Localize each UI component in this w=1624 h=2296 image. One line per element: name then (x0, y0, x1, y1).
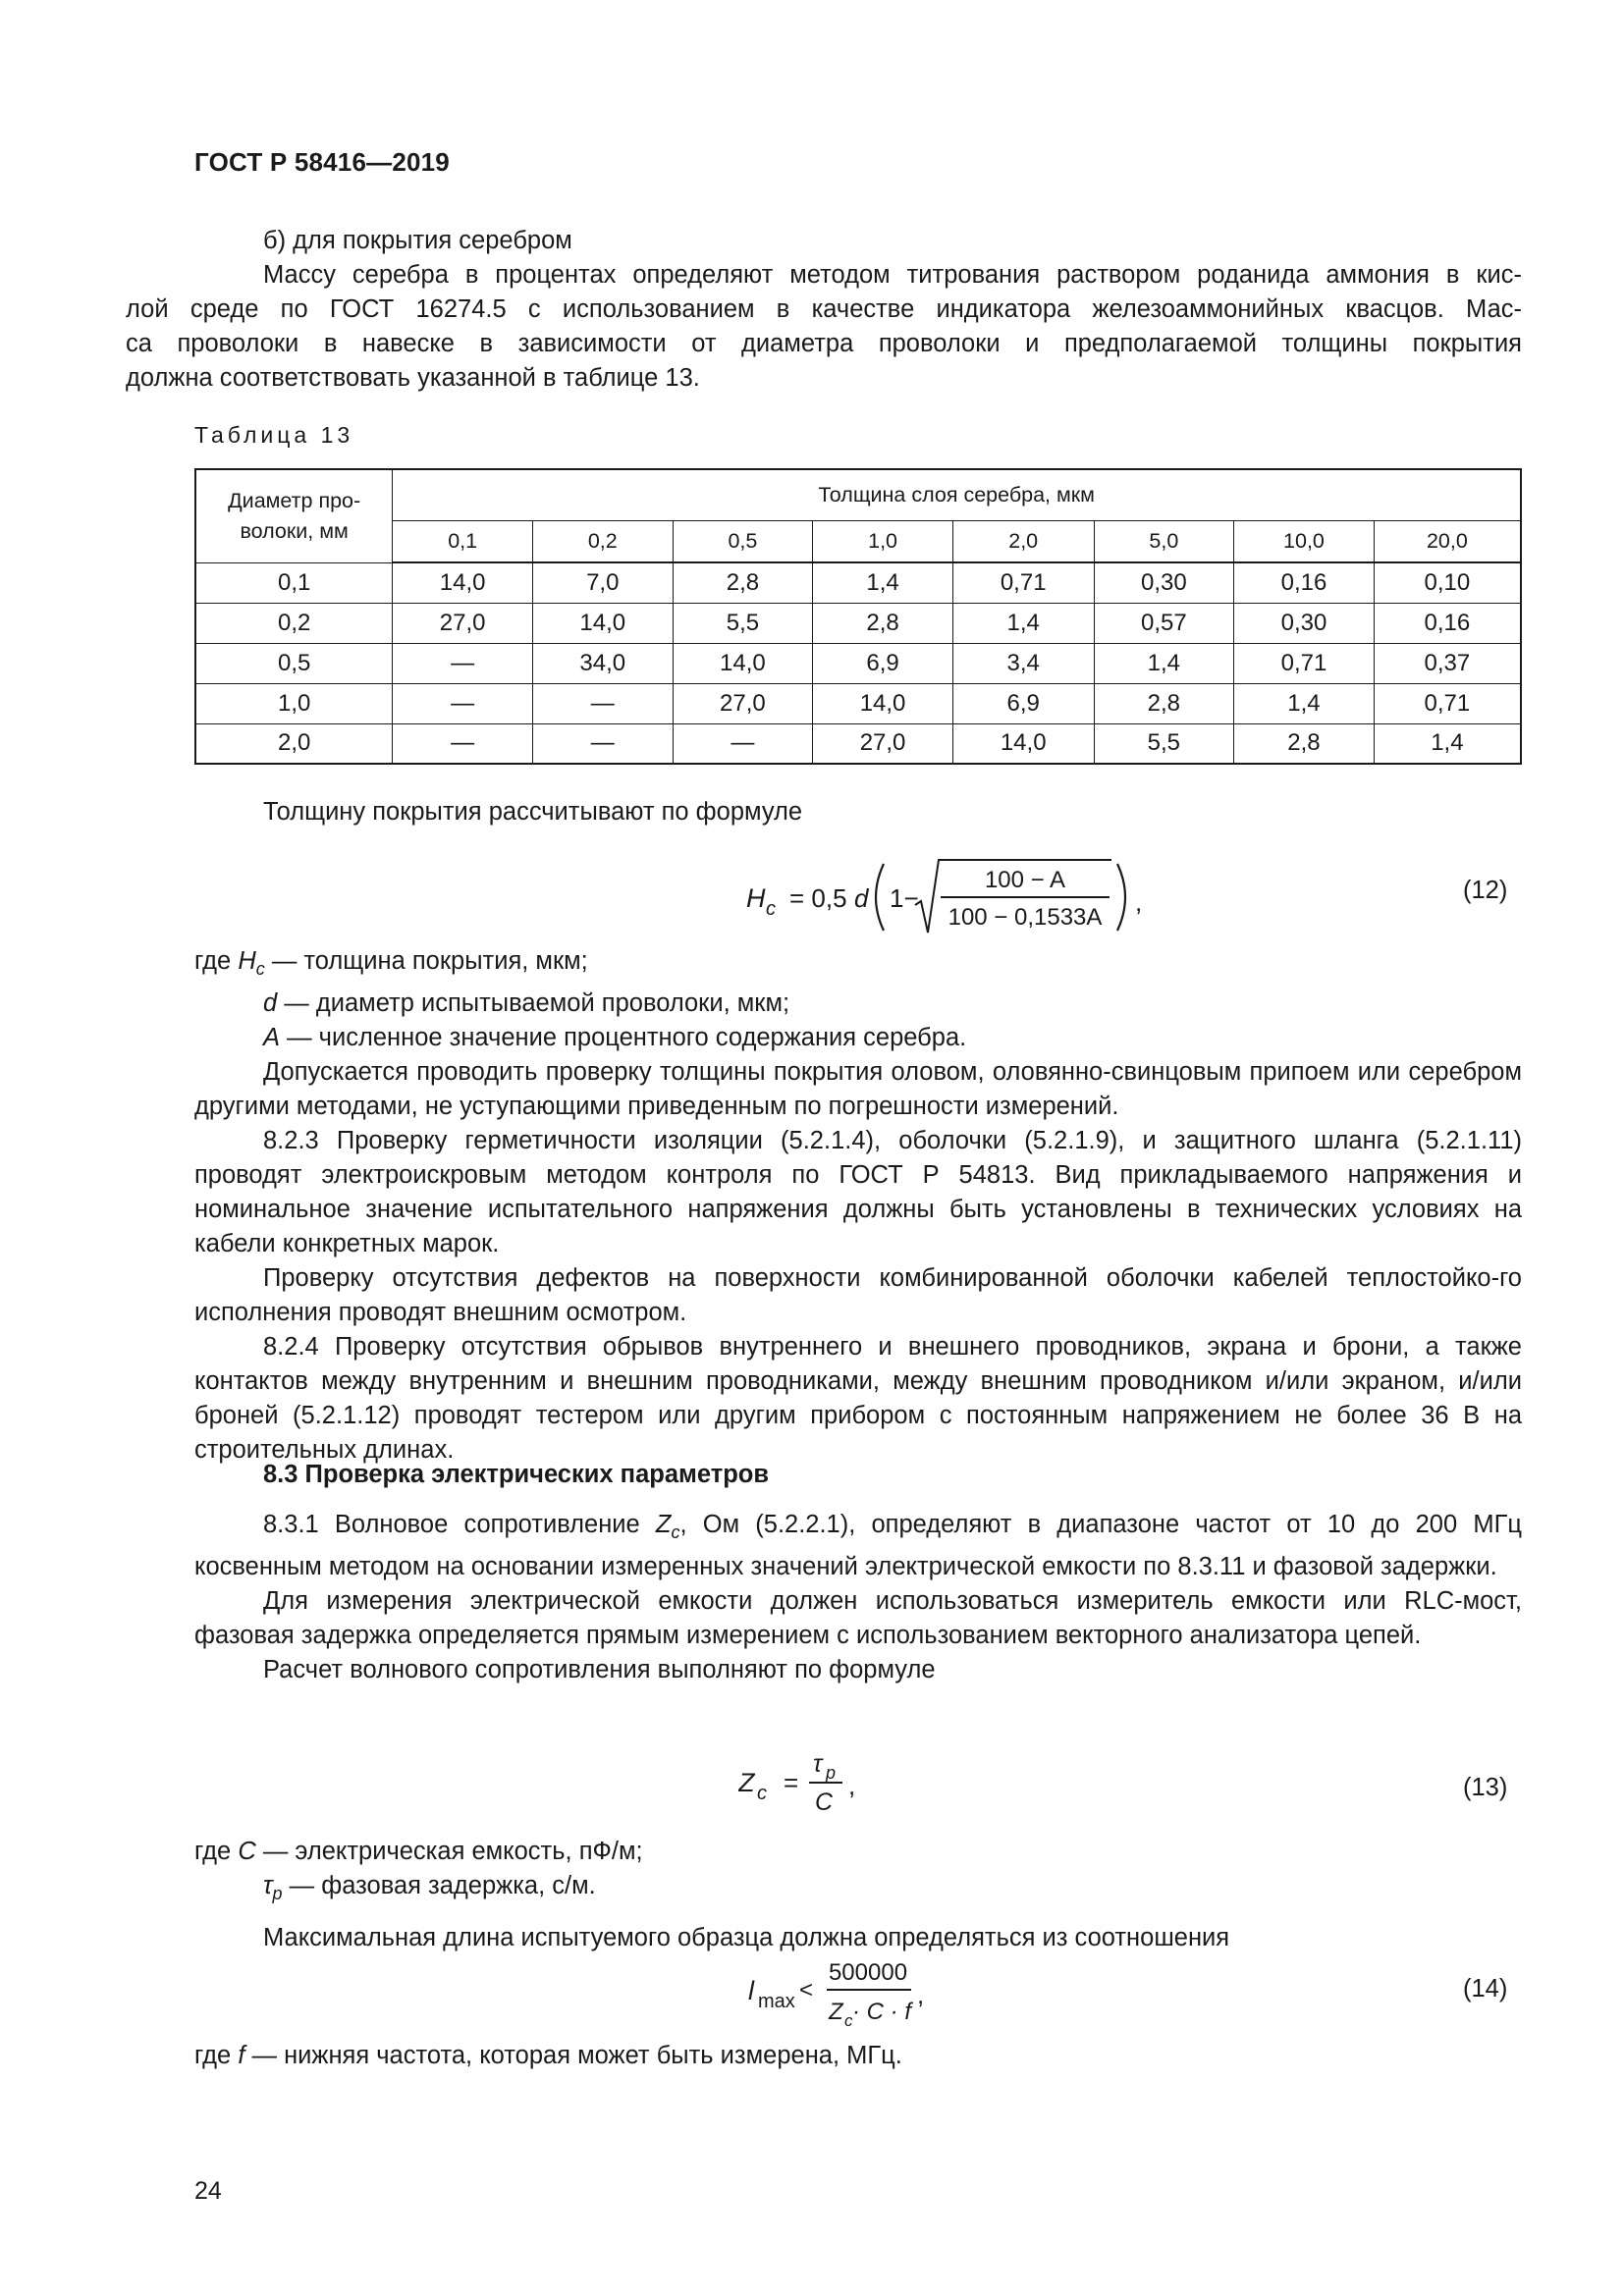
cell: — (393, 723, 533, 764)
para-8-2-4: 8.2.4 Проверку отсутствия обрывов внутреннего и внешнего проводников, экрана и брони, а также контактов между внутренним и внешним проводниками, между внешним проводником и/или экраном, и/или броней (5.2.1.12) проводят тестером или другим прибором с постоянным напряжением не более 36 В на строительных длинах. (194, 1333, 1522, 1465)
cell: 0,37 (1374, 643, 1521, 683)
cell: 14,0 (813, 683, 953, 723)
calc-intro: Толщину покрытия рассчитывают по формуле (263, 798, 803, 826)
f13-denominator: C (815, 1789, 834, 1816)
f13-eq: = (784, 1768, 799, 1797)
f13-lhs-sub: c (757, 1783, 767, 1804)
section-8-3-body (194, 1508, 1522, 1687)
text: , Ом (5.2.2.1), определяют в диапазоне частот от 10 до 200 МГц косвенным методом на основании измеренных значений электрической емкости по 8.3.11 и фазовой задержки. (194, 1511, 1522, 1581)
cell: 5,5 (1094, 723, 1234, 764)
table-row (195, 562, 1521, 603)
cell: 27,0 (813, 723, 953, 764)
cell: 0,71 (952, 562, 1094, 603)
intro-block (126, 224, 1522, 396)
intro-line-3: са проволоки в навеске в зависимости от диаметра проволоки и предполагаемой толщины покрытия (126, 330, 1522, 357)
cell: 2,8 (1094, 683, 1234, 723)
body-block-1 (194, 944, 1522, 1468)
cell-diameter: 0,1 (195, 562, 393, 603)
col-header: 10,0 (1234, 520, 1375, 562)
cell: 0,30 (1234, 603, 1375, 643)
where-text: — электрическая емкость, пФ/м; (255, 1838, 643, 1865)
intro-line-2: лой среде по ГОСТ 16274.5 с использованием в качестве индикатора железоаммонийных квасцов. Мас- (126, 295, 1522, 323)
para-capacitance: Для измерения электрической емкости должен использоваться измеритель емкости или RLC-мост, фазовая задержка определяется прямым измерением с использованием векторного анализатора цепей. (194, 1587, 1522, 1650)
cell: 14,0 (532, 603, 673, 643)
para-8-3-1 (194, 1508, 1522, 1584)
intro-line-4: должна соответствовать указанной в таблице 13. (126, 364, 700, 392)
where-14-block (194, 2039, 1522, 2073)
symbol-sub: c (255, 959, 265, 980)
f12-tail: , (1135, 887, 1143, 917)
col-header: 0,2 (532, 520, 673, 562)
cell: 27,0 (673, 683, 813, 723)
formula-12-svg (746, 846, 1159, 944)
calc-intro-block (194, 795, 1522, 829)
para-max-length: Максимальная длина испытуемого образца должна определяться из соотношения (263, 1924, 1230, 1952)
cell: 0,71 (1234, 643, 1375, 683)
table-row (195, 643, 1521, 683)
where-prefix: где (194, 947, 239, 975)
cell: 14,0 (393, 562, 533, 603)
cell: 0,30 (1094, 562, 1234, 603)
row-header-cell (195, 469, 393, 562)
text: 8.3.1 Волновое сопротивление (263, 1511, 656, 1538)
f12-eq: = 0,5 (789, 883, 847, 913)
symbol-f: f (238, 2042, 245, 2069)
cell: 6,9 (952, 683, 1094, 723)
symbol-sub: c (671, 1522, 680, 1543)
f12-denominator: 100 − 0,1533A (947, 904, 1103, 931)
where-13-line-2 (194, 1869, 1522, 1911)
cell: 1,4 (813, 562, 953, 603)
symbol-Hc: H (238, 947, 256, 975)
where-text: — численное значение процентного содержания серебра. (280, 1024, 967, 1052)
group-header: Толщина слоя серебра, мкм (393, 469, 1521, 520)
table-13 (194, 468, 1522, 765)
cell-diameter: 1,0 (195, 683, 393, 723)
para-alt-methods: Допускается проводить проверку толщины покрытия оловом, оловянно-свинцовым припоем или серебром другими методами, не уступающими приведенным по погрешности измерений. (194, 1058, 1522, 1121)
where-14-line (194, 2039, 1522, 2073)
col-header: 1,0 (813, 520, 953, 562)
symbol-Zc: Z (655, 1511, 672, 1538)
col-header: 5,0 (1094, 520, 1234, 562)
formula-13 (738, 1737, 876, 1831)
table-row (195, 603, 1521, 643)
f14-den-rest: · C · f (852, 1999, 911, 2025)
cell: 2,8 (673, 562, 813, 603)
where-prefix: где (194, 1838, 239, 1865)
row-header: Диаметр про-волоки, мм (228, 488, 361, 543)
page-header: ГОСТ Р 58416—2019 (194, 147, 450, 177)
f12-lhs-sub: c (766, 898, 776, 920)
cell: 0,71 (1374, 683, 1521, 723)
cell-diameter: 0,5 (195, 643, 393, 683)
symbol-sub: p (272, 1884, 283, 1904)
cell: — (393, 643, 533, 683)
cell: 3,4 (952, 643, 1094, 683)
col-header: 0,1 (393, 520, 533, 562)
where-12-line-1 (194, 944, 1522, 987)
f12-left-paren (876, 864, 884, 931)
cell: 1,4 (1374, 723, 1521, 764)
cell: 0,57 (1094, 603, 1234, 643)
formula-12-number: (12) (1463, 877, 1508, 904)
f12-one-minus: 1− (890, 883, 919, 913)
f14-numerator: 500000 (828, 1959, 908, 1986)
table-row (195, 683, 1521, 723)
f14-den-z: Z (829, 1999, 843, 2025)
cell: — (532, 723, 673, 764)
where-text: — толщина покрытия, мкм; (264, 947, 588, 975)
cell: 0,10 (1374, 562, 1521, 603)
symbol-A: A (263, 1024, 281, 1052)
para-8-2-3: 8.2.3 Проверку герметичности изоляции (5.2.1.4), оболочки (5.2.1.9), и защитного шланга (5.2.1.11) проводят электроискровым методом контроля по ГОСТ Р 54813. Вид прикладываемого напряжения и номинальное значение испытательного напряжения должны быть установлены в технических условиях на кабели конкретных марок. (194, 1127, 1522, 1258)
page-number: 24 (194, 2177, 222, 2205)
f12-right-paren (1117, 864, 1125, 931)
cell: 1,4 (952, 603, 1094, 643)
cell: 14,0 (952, 723, 1094, 764)
formula-13-number: (13) (1463, 1774, 1508, 1801)
cell: 0,16 (1234, 562, 1375, 603)
cell: 5,5 (673, 603, 813, 643)
formula-14 (744, 1949, 960, 2042)
formula-13-svg (738, 1737, 876, 1826)
f14-lhs: l (748, 1976, 754, 2005)
where-13-block (194, 1835, 1522, 1955)
cell: 2,8 (1234, 723, 1375, 764)
where-12-line-3 (194, 1021, 1522, 1055)
cell: 27,0 (393, 603, 533, 643)
intro-para (126, 258, 1522, 396)
symbol-tau: τ (263, 1872, 273, 1899)
f14-less-than: < (799, 1977, 814, 2003)
symbol-d: d (263, 989, 278, 1018)
cell: 1,4 (1094, 643, 1234, 683)
cell: 34,0 (532, 643, 673, 683)
cell: 0,16 (1374, 603, 1521, 643)
f12-d: d (854, 883, 869, 913)
f13-tail: , (848, 1771, 856, 1800)
table-caption: Таблица 13 (194, 422, 354, 448)
formula-14-svg (744, 1949, 960, 2037)
f12-lhs: H (746, 883, 766, 913)
f13-lhs: Z (738, 1768, 755, 1797)
where-12-line-2 (194, 987, 1522, 1021)
f14-lhs-sub: max (758, 1991, 795, 2012)
symbol-C: C (238, 1838, 256, 1865)
cell: — (393, 683, 533, 723)
f13-num-sub: p (826, 1763, 837, 1783)
section-heading: 8.3 Проверка электрических параметров (263, 1461, 770, 1488)
f13-numerator: τ (813, 1750, 823, 1778)
formula-14-number: (14) (1463, 1975, 1508, 2002)
cell: — (532, 683, 673, 723)
col-header: 0,5 (673, 520, 813, 562)
where-text: — диаметр испытываемой проволоки, мкм; (277, 989, 790, 1018)
cell-diameter: 0,2 (195, 603, 393, 643)
where-text: — фазовая задержка, с/м. (282, 1872, 596, 1899)
para-defects: Проверку отсутствия дефектов на поверхности комбинированной оболочки кабелей теплостойко-го исполнения проводят внешним осмотром. (194, 1264, 1522, 1327)
cell: — (673, 723, 813, 764)
item-b: б) для покрытия серебром (263, 227, 572, 254)
section-8-3 (194, 1458, 1522, 1492)
where-13-line-1 (194, 1835, 1522, 1869)
para-calc-intro: Расчет волнового сопротивления выполняют по формуле (263, 1656, 936, 1684)
f14-den-z-sub: c (844, 2011, 853, 2030)
cell: 7,0 (532, 562, 673, 603)
cell-diameter: 2,0 (195, 723, 393, 764)
where-prefix: где (194, 2042, 239, 2069)
intro-line-1: Массу серебра в процентах определяют методом титрования раствором роданида аммония в кис- (263, 261, 1522, 289)
f14-tail: , (917, 1980, 925, 2009)
table-row (195, 723, 1521, 764)
cell: 1,4 (1234, 683, 1375, 723)
cell: 14,0 (673, 643, 813, 683)
cell: 2,8 (813, 603, 953, 643)
col-header: 2,0 (952, 520, 1094, 562)
formula-12 (746, 846, 1159, 951)
f12-numerator: 100 − A (984, 867, 1066, 893)
where-text: — нижняя частота, которая может быть измерена, МГц. (244, 2042, 902, 2069)
cell: 6,9 (813, 643, 953, 683)
col-header: 20,0 (1374, 520, 1521, 562)
